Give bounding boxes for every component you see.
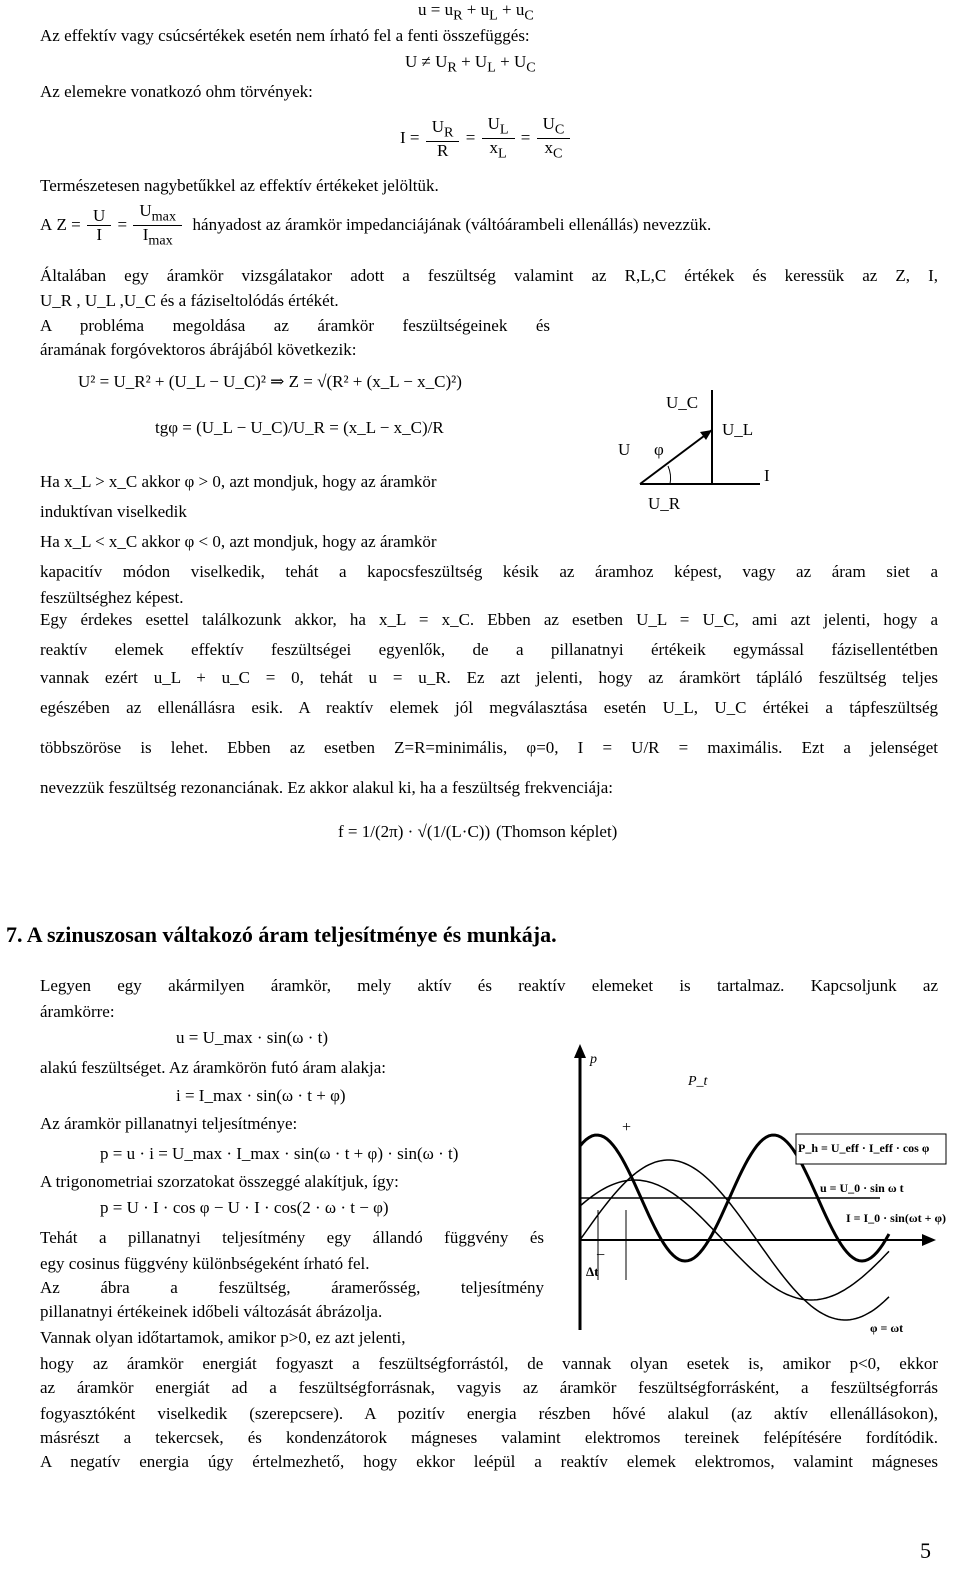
line-4-pre: A: [40, 214, 53, 234]
s-5b: egy cosinus függvény különbségeként írható fel.: [40, 1254, 370, 1273]
eq-impedance: A Z = $\frac{U}{I}$ = $U_{max}$ $I_{max}$ hányadost az áramkör impedanciájának (váltóárambeli ellenállás) nevezzük.: [40, 201, 712, 249]
cond-1a: Ha x_L > x_C akkor φ > 0, azt mondjuk, hogy az áramkör: [40, 472, 437, 491]
line-5a: Általában egy áramkör vizsgálatakor adott a feszültség valamint az R,L,C értékek és keressük az Z, I,: [40, 266, 938, 285]
line-6a: A probléma megoldása az áramkör feszültségeinek és: [40, 316, 550, 335]
res-4: egészében az ellenállásra esik. A reaktív elemek jól megválasztása esetén U_L, U_C értékei a tápfeszültség: [40, 698, 938, 717]
res-1: Egy érdekes esettel találkozunk akkor, ha x_L = x_C. Ebben az esetben U_L = U_C, ami azt jelenti, hogy a: [40, 610, 938, 629]
s-7b: hogy az áramkör energiát fogyaszt a feszültségforrástól, de vannak olyan esetek is, amikor p<0, ekkor: [40, 1354, 938, 1373]
s-1b: áramkörre:: [40, 1002, 115, 1021]
s-3: Az áramkör pillanatnyi teljesítménye:: [40, 1114, 298, 1133]
s-7e: másrészt a tekercsek, és kondenzátorok mágneses valamint elektromos tereinek felépítésére fordítódik.: [40, 1428, 938, 1447]
res-3: vannak ezért u_L + u_C = 0, tehát u = u_R. Ez azt jelenti, hogy az áramkört tápláló feszültség teljes: [40, 668, 938, 687]
phasor-u-label: U: [618, 440, 631, 459]
res-5: többszöröse is lehet. Ebben az esetben Z=R=minimális, φ=0, I = U/R = maximális. Ezt a jelenséget: [40, 738, 938, 757]
s-7f: A negatív energia úgy értelmezhető, hogy ekkor leépül a reaktív elemek elektromos, valamint mágneses: [40, 1452, 938, 1471]
eq-inequality: $U \ne U_R + U_L + U_C$: [405, 52, 536, 76]
line-6b: áramának forgóvektoros ábrájából következik:: [40, 340, 357, 359]
line-4-post: hányadost az áramkör impedanciájának (váltóárambeli ellenállás) nevezzük.: [192, 214, 712, 234]
s-7a: Vannak olyan időtartamok, amikor p>0, ez azt jelenti,: [40, 1328, 406, 1347]
phasor-phi-label: φ: [654, 440, 664, 459]
eq-i: i = I_max · sin(ω · t + φ): [176, 1086, 346, 1105]
s-6a: Az ábra a feszültség, áramerősség, teljesítmény: [40, 1278, 544, 1297]
eq-phasor: U² = U_R² + (U_L − U_C)² ⇒ Z = √(R² + (x_L − x_C)²): [78, 372, 462, 391]
cond-1b: induktívan viselkedik: [40, 502, 187, 521]
eq-top: $u = u_R + u_L + u_C$: [418, 0, 534, 24]
line-2: Az elemekre vonatkozó ohm törvények:: [40, 82, 313, 101]
fig-dt-label: Δt: [586, 1264, 599, 1279]
eq-u: u = U_max · sin(ω · t): [176, 1028, 329, 1047]
eq-p: p = u · i = U_max · I_max · sin(ω · t + φ) · sin(ω · t): [100, 1144, 459, 1163]
phasor-ur-label: U_R: [648, 494, 681, 513]
s-6b: pillanatnyi értékeinek időbeli változását ábrázolja.: [40, 1302, 383, 1321]
phasor-i-label: I: [764, 466, 770, 485]
eq-thomson: f = 1/(2π) · √(1/(L·C)): [338, 822, 491, 841]
fig-pt-label: P_t: [688, 1074, 708, 1089]
fig-minus-label: −: [596, 1247, 606, 1264]
fig-ph-label: P_h = U_eff · I_eff · cos φ: [798, 1141, 930, 1155]
cond-2a: Ha x_L < x_C akkor φ < 0, azt mondjuk, hogy az áramkör: [40, 532, 437, 551]
section-heading: 7. A szinuszosan váltakozó áram teljesítménye és munkája.: [6, 922, 557, 947]
res-2: reaktív elemek effektív feszültségei egyenlők, de a pillanatnyi értékeik egymással fázisellentétben: [40, 640, 938, 659]
cond-2c: feszültséghez képest.: [40, 588, 184, 607]
line-3: Természetesen nagybetűkkel az effektív értékeket jelöltük.: [40, 176, 439, 195]
eq-p2: p = U · I · cos φ − U · I · cos(2 · ω · t − φ): [100, 1198, 389, 1217]
fig-i-label: I = I_0 · sin(ωt + φ): [846, 1211, 946, 1225]
fig-plus-label: +: [622, 1119, 632, 1136]
fig-u-label: u = U_0 · sin ω t: [820, 1181, 904, 1195]
s-5a: Tehát a pillanatnyi teljesítmény egy állandó függvény és: [40, 1228, 544, 1247]
eq-tangent: tgφ = (U_L − U_C)/U_R = (x_L − x_C)/R: [155, 418, 444, 437]
line-1: Az effektív vagy csúcsértékek esetén nem írható fel a fenti összefüggés:: [40, 26, 530, 45]
thomson-label: (Thomson képlet): [496, 822, 618, 841]
page-number: 5: [920, 1538, 931, 1563]
fig-p-label: p: [590, 1052, 597, 1067]
phasor-uc-label: U_C: [666, 393, 699, 412]
eq-ohm: I = $\frac{U_R}{R}$ = $\frac{U_L}{x_L}$ = $\frac{U_C}{x_C}$: [400, 115, 572, 163]
s-7c: az áramkör energiát ad a feszültségforrásnak, vagyis az áramkör feszültségforrásként, a feszültségforrás: [40, 1378, 938, 1397]
s-2: alakú feszültséget. Az áramkörön futó áram alakja:: [40, 1058, 386, 1077]
s-4: A trigonometriai szorzatokat összeggé alakítjuk, így:: [40, 1172, 399, 1191]
fig-axis-label: φ = ωt: [870, 1321, 904, 1335]
s-1a: Legyen egy akármilyen áramkör, mely aktív és reaktív elemeket is tartalmaz. Kapcsoljunk az: [40, 976, 938, 995]
phasor-ul-label: U_L: [722, 420, 754, 439]
s-7d: fogyasztóként viselkedik (szerepcsere). A pozitív energia részben hővé alakul (az aktív ellenállásokon),: [40, 1404, 938, 1423]
res-6: nevezzük feszültség rezonanciának. Ez akkor alakul ki, ha a feszültség frekvenciája:: [40, 778, 613, 797]
line-5b: U_R , U_L ,U_C és a fáziseltolódás értékét.: [40, 291, 339, 310]
cond-2b: kapacitív módon viselkedik, tehát a kapocsfeszültség késik az áramhoz képest, vagy az áram siet a: [40, 562, 938, 581]
